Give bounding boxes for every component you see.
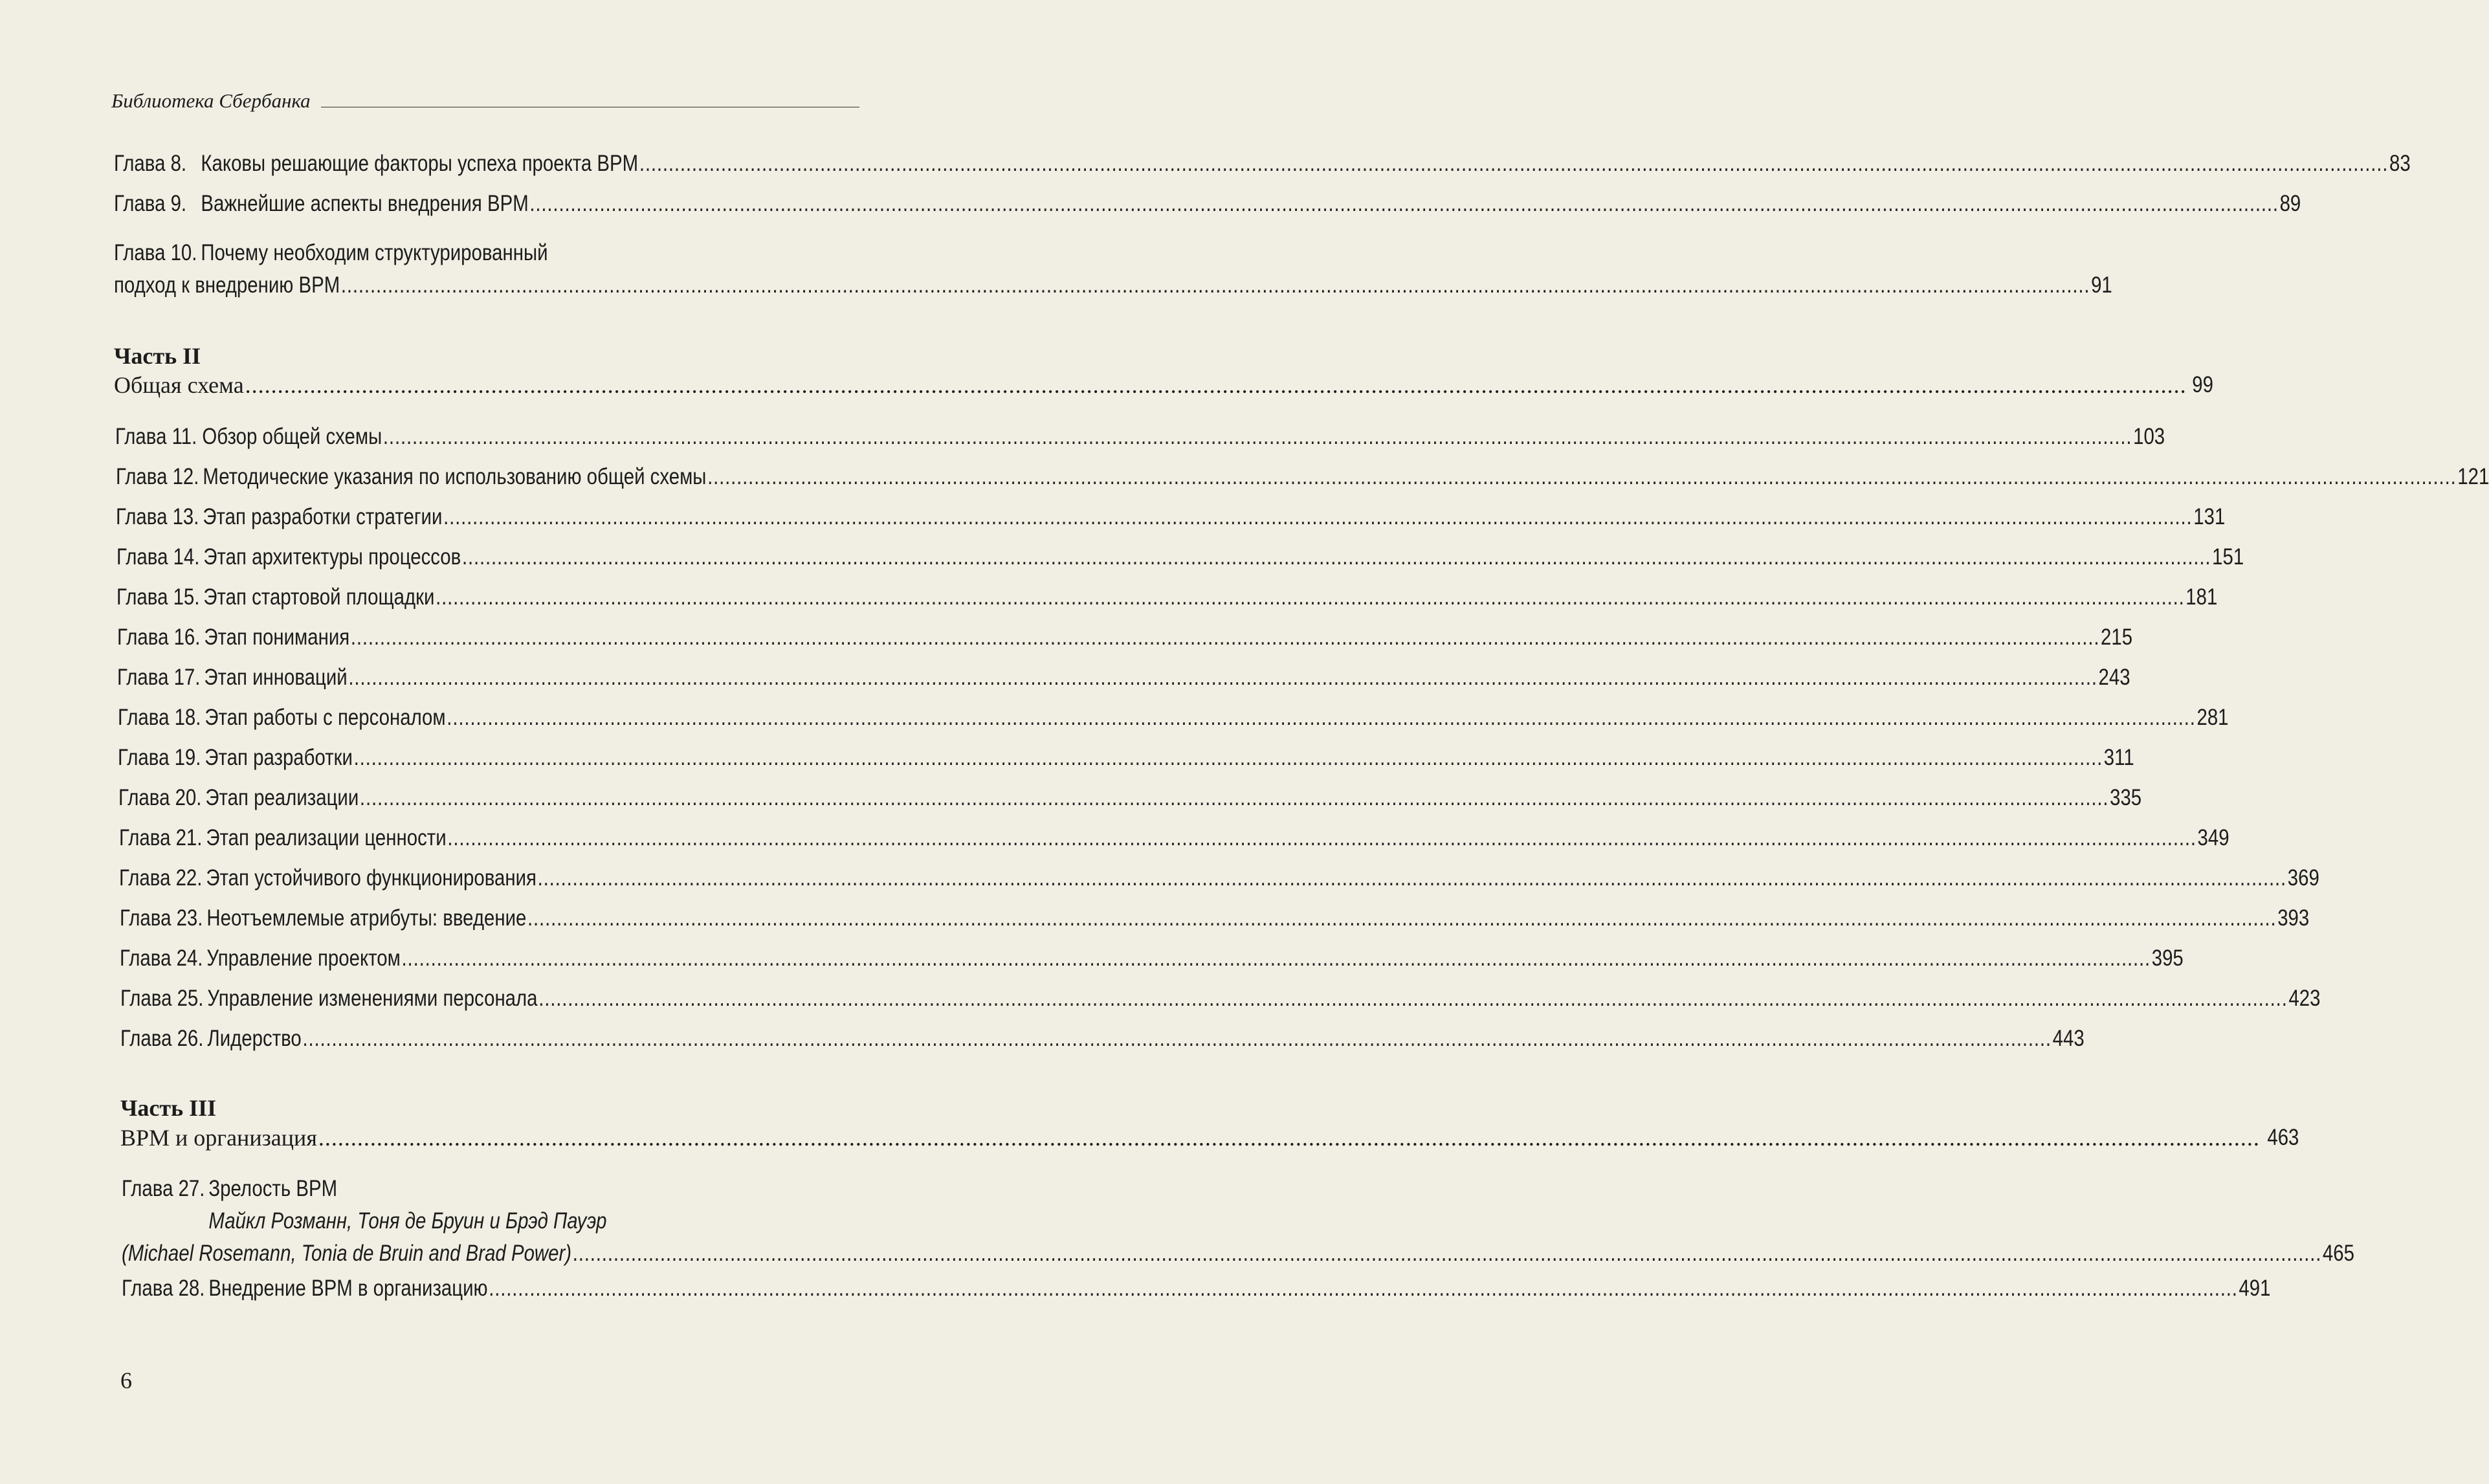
part-title-entry <box>114 371 2213 399</box>
part-title-entry <box>120 1124 2299 1151</box>
page-ref: 423 <box>2288 986 2321 1011</box>
leader-dots: ............................................................................................................................................................................................................................................................................................................ <box>245 372 2187 398</box>
chapter-title: Зрелость BPM <box>208 1176 338 1201</box>
chapter-authors: Майкл Розманн, Тоня де Бруин и Брэд Пауэр <box>208 1208 607 1234</box>
leader-dots: ............................................................................................................................................................................................................................................................................................................ <box>353 745 2103 770</box>
leader-dots: ............................................................................................................................................................................................................................................................................................................ <box>318 1125 2260 1151</box>
chapter-title: Обзор общей схемы <box>202 424 382 449</box>
leader-dots: ............................................................................................................................................................................................................................................................................................................ <box>529 191 2279 216</box>
chapter-label: Глава 14. <box>116 544 200 570</box>
leader-dots: ............................................................................................................................................................................................................................................................................................................ <box>461 544 2211 570</box>
chapter-title: Управление изменениями персонала <box>207 986 538 1011</box>
toc-entry <box>116 504 2226 531</box>
toc-entry-multiline <box>122 1170 2354 1267</box>
page-ref: 465 <box>2322 1241 2354 1266</box>
chapter-title: Этап реализации <box>205 785 359 810</box>
chapter-label: Глава 25. <box>120 986 204 1011</box>
toc-entry <box>120 985 2321 1012</box>
toc-entry <box>116 544 2244 571</box>
chapter-title: Этап инноваций <box>204 665 348 690</box>
chapter-label: Глава 17. <box>117 665 201 690</box>
leader-dots: ............................................................................................................................................................................................................................................................................................................ <box>639 151 2389 176</box>
part-title: Общая схема <box>114 372 244 398</box>
page-ref: 443 <box>2052 1026 2085 1051</box>
chapter-title: Каковы решающие факторы успеха проекта BPM <box>201 151 639 176</box>
toc-entry <box>115 423 2165 450</box>
toc-entry <box>117 624 2133 651</box>
toc-entry <box>117 664 2130 691</box>
chapter-title: Неотъемлемые атрибуты: введение <box>206 905 527 931</box>
chapter-label: Глава 9. <box>114 191 187 216</box>
leader-dots: ............................................................................................................................................................................................................................................................................................................ <box>538 986 2288 1011</box>
page-ref: 393 <box>2277 905 2310 931</box>
page-ref: 91 <box>2091 272 2112 298</box>
page-ref: 463 <box>2267 1125 2299 1150</box>
chapter-title: Лидерство <box>207 1026 302 1051</box>
chapter-label: Глава 22. <box>119 865 203 891</box>
page-ref: 121 <box>2457 464 2489 489</box>
running-header-title: Библиотека Сбербанка <box>111 89 311 112</box>
chapter-label: Глава 24. <box>120 946 203 971</box>
toc-entry <box>122 1275 2271 1302</box>
page-ref: 99 <box>2191 372 2213 397</box>
chapter-label: Глава 20. <box>118 785 202 810</box>
toc-entry <box>118 744 2134 771</box>
leader-dots: ............................................................................................................................................................................................................................................................................................................ <box>489 1276 2238 1301</box>
leader-dots: ............................................................................................................................................................................................................................................................................................................ <box>340 272 2090 298</box>
chapter-title: Важнейшие аспекты внедрения BPM <box>201 191 529 216</box>
page-ref: 181 <box>2185 584 2218 610</box>
leader-dots: ............................................................................................................................................................................................................................................................................................................ <box>447 705 2196 730</box>
part-heading: Часть II <box>114 343 201 369</box>
page-ref: 83 <box>2389 151 2411 176</box>
leader-dots: ............................................................................................................................................................................................................................................................................................................ <box>572 1241 2322 1266</box>
leader-dots: ............................................................................................................................................................................................................................................................................................................ <box>707 464 2457 489</box>
leader-dots: ............................................................................................................................................................................................................................................................................................................ <box>443 504 2193 529</box>
page-ref: 335 <box>2110 785 2142 810</box>
chapter-title: Этап понимания <box>204 625 350 650</box>
toc-entry <box>116 463 2489 491</box>
chapter-authors-original: (Michael Rosemann, Tonia de Bruin and Brad Power) <box>122 1241 572 1266</box>
leader-dots: ............................................................................................................................................................................................................................................................................................................ <box>447 825 2196 850</box>
toc-entry <box>114 190 2301 217</box>
chapter-title-continued: подход к внедрению BPM <box>114 272 340 298</box>
page-number: 6 <box>120 1368 132 1393</box>
chapter-label: Глава 23. <box>120 905 203 931</box>
toc-entry <box>119 865 2319 892</box>
toc-entry <box>120 1025 2085 1052</box>
chapter-title: Внедрение BPM в организацию <box>208 1276 488 1301</box>
leader-dots: ............................................................................................................................................................................................................................................................................................................ <box>382 424 2132 449</box>
page-ref: 89 <box>2279 191 2301 216</box>
page-ref: 311 <box>2103 745 2134 770</box>
page-ref: 281 <box>2196 705 2229 730</box>
chapter-label: Глава 11. <box>115 424 197 449</box>
chapter-label: Глава 16. <box>117 625 201 650</box>
chapter-label: Глава 12. <box>116 464 199 489</box>
chapter-label: Глава 18. <box>118 705 201 730</box>
leader-dots: ............................................................................................................................................................................................................................................................................................................ <box>401 946 2151 971</box>
leader-dots: ............................................................................................................................................................................................................................................................................................................ <box>436 584 2185 610</box>
toc-entry <box>118 784 2142 812</box>
part-title: BPM и организация <box>120 1125 317 1151</box>
page-ref: 491 <box>2239 1276 2271 1301</box>
leader-dots: ............................................................................................................................................................................................................................................................................................................ <box>348 665 2097 690</box>
chapter-title: Этап работы с персоналом <box>205 705 446 730</box>
chapter-label: Глава 26. <box>120 1026 204 1051</box>
page-ref: 131 <box>2193 504 2226 529</box>
chapter-title: Этап реализации ценности <box>206 825 447 850</box>
chapter-title: Этап архитектуры процессов <box>203 544 461 570</box>
page-ref: 103 <box>2133 424 2165 449</box>
toc-entry-multiline <box>114 234 2112 299</box>
chapter-label: Глава 21. <box>119 825 203 850</box>
toc-entry <box>120 945 2184 972</box>
chapter-title: Этап разработки <box>205 745 353 770</box>
leader-dots: ............................................................................................................................................................................................................................................................................................................ <box>302 1026 2052 1051</box>
page-ref: 349 <box>2197 825 2229 850</box>
chapter-label: Глава 13. <box>116 504 199 529</box>
chapter-label: Глава 10. <box>114 240 197 265</box>
chapter-label: Глава 28. <box>122 1276 205 1301</box>
chapter-label: Глава 19. <box>118 745 201 770</box>
leader-dots: ............................................................................................................................................................................................................................................................................................................ <box>537 865 2287 891</box>
running-header <box>111 89 859 113</box>
leader-dots: ............................................................................................................................................................................................................................................................................................................ <box>359 785 2109 810</box>
toc-entry <box>114 150 2411 177</box>
chapter-label: Глава 8. <box>114 151 187 176</box>
chapter-title: Этап устойчивого функционирования <box>206 865 537 891</box>
chapter-title: Этап стартовой площадки <box>203 584 435 610</box>
page-ref: 395 <box>2151 946 2184 971</box>
page-ref: 243 <box>2098 665 2130 690</box>
chapter-title: Управление проектом <box>206 946 401 971</box>
leader-dots: ............................................................................................................................................................................................................................................................................................................ <box>527 905 2277 931</box>
part-heading: Часть III <box>120 1095 217 1121</box>
page-ref: 369 <box>2287 865 2319 891</box>
chapter-title: Методические указания по использованию общей схемы <box>203 464 707 489</box>
chapter-label: Глава 27. <box>122 1176 205 1201</box>
chapter-title: Этап разработки стратегии <box>203 504 443 529</box>
toc-entry <box>119 825 2229 852</box>
chapter-label: Глава 15. <box>116 584 200 610</box>
page-ref: 151 <box>2212 544 2244 570</box>
toc-entry <box>118 704 2229 731</box>
leader-dots: ............................................................................................................................................................................................................................................................................................................ <box>350 625 2100 650</box>
toc-entry <box>120 905 2310 932</box>
chapter-title: Почему необходим структурированный <box>201 240 548 265</box>
page-ref: 215 <box>2101 625 2133 650</box>
toc-entry <box>116 584 2218 611</box>
